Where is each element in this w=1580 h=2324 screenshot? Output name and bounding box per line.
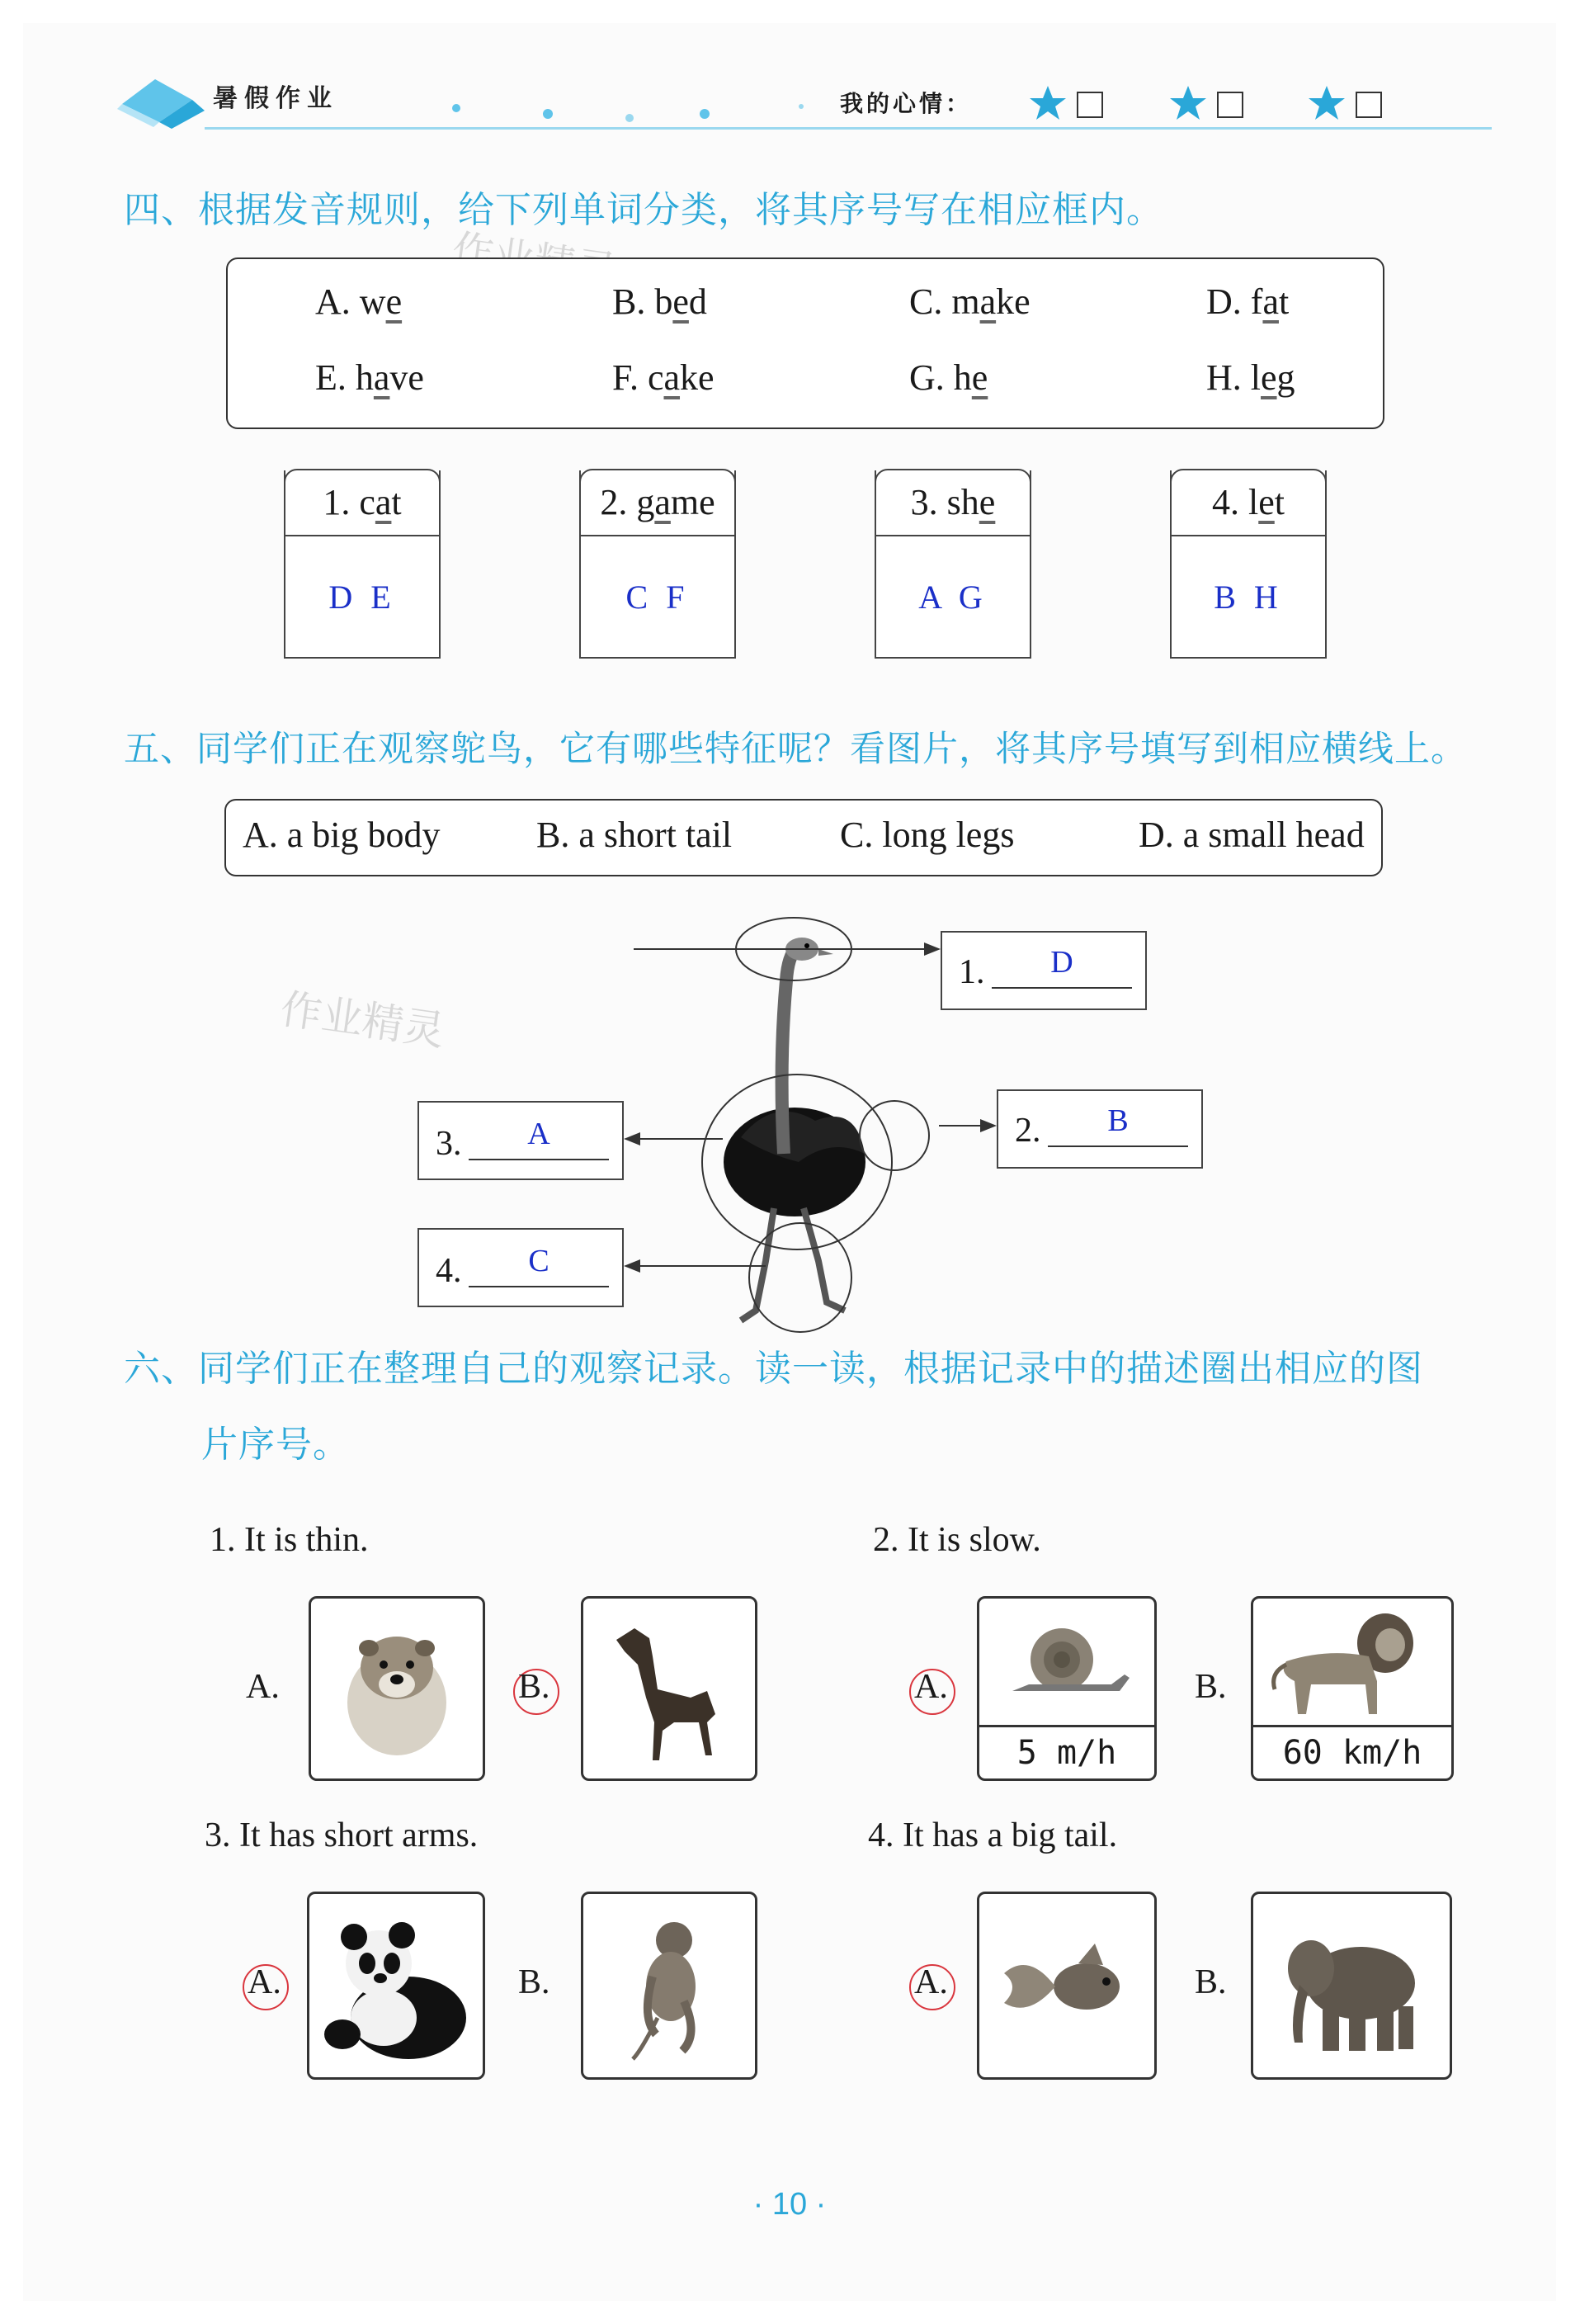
question-2: 2. It is slow.	[873, 1521, 1041, 1559]
q2-option-b[interactable]: B.	[1195, 1668, 1227, 1706]
mood-checkbox-2[interactable]	[1218, 92, 1243, 117]
label-number: 4.	[436, 1252, 462, 1290]
watermark: 作业精灵	[277, 985, 448, 1056]
q2-option-a[interactable]: A.	[914, 1668, 948, 1706]
label-answer[interactable]: B	[1107, 1103, 1129, 1138]
arrow-1	[634, 931, 964, 964]
word-h: H. leg	[1206, 357, 1295, 398]
category-header: 4. let	[1170, 469, 1327, 536]
panda-photo	[307, 1892, 485, 2080]
label-box-4	[417, 1228, 624, 1307]
monkey-photo	[581, 1892, 757, 2080]
question-1: 1. It is thin.	[210, 1521, 369, 1559]
section6-title-line1: 六、同学们正在整理自己的观察记录。读一读，根据记录中的描述圈出相应的图	[124, 1348, 1423, 1390]
label-blank	[469, 1286, 609, 1287]
category-answer[interactable]: D E	[328, 579, 396, 616]
word-d: D. fat	[1206, 281, 1290, 322]
greyhound-photo	[581, 1596, 757, 1781]
label-answer[interactable]: C	[528, 1244, 549, 1278]
lion-speed: 60 km/h	[1253, 1725, 1451, 1778]
option-c: C. long legs	[840, 815, 1015, 855]
label-box-1	[941, 931, 1147, 1010]
label-box-2	[997, 1089, 1203, 1169]
q4-option-b[interactable]: B.	[1195, 1963, 1227, 2001]
snail-speed: 5 m/h	[979, 1725, 1154, 1778]
label-answer[interactable]: D	[1050, 945, 1073, 980]
q3-option-a[interactable]: A.	[248, 1963, 281, 2001]
mood-checkbox-1[interactable]	[1078, 92, 1102, 117]
star-icon	[1309, 86, 1345, 120]
label-number: 3.	[436, 1125, 462, 1163]
category-header: 3. she	[875, 469, 1031, 536]
mood-label: 我的心情：	[840, 90, 973, 117]
label-box-3	[417, 1101, 624, 1180]
option-a: A. a big body	[243, 815, 441, 855]
category-box-1	[284, 470, 441, 659]
header-book-title: 暑假作业	[213, 84, 338, 113]
label-number: 2.	[1015, 1112, 1041, 1150]
word-a: A. we	[315, 281, 403, 322]
word-c: C. make	[909, 281, 1031, 322]
elephant-photo	[1251, 1892, 1452, 2080]
arrow-4	[624, 1249, 772, 1282]
q4-option-a[interactable]: A.	[914, 1963, 948, 2001]
category-answer[interactable]: C F	[625, 579, 690, 616]
arrow-2	[939, 1109, 1005, 1142]
category-answer[interactable]: A G	[918, 579, 988, 616]
lion-photo	[1251, 1596, 1454, 1781]
header-rule	[205, 127, 1492, 130]
mood-stars	[1030, 83, 1459, 129]
category-header: 1. cat	[284, 469, 441, 536]
star-icon	[1030, 86, 1066, 120]
label-blank	[1048, 1145, 1188, 1147]
category-answer[interactable]: B H	[1214, 579, 1283, 616]
label-blank	[992, 987, 1132, 989]
label-number: 1.	[959, 953, 985, 991]
category-header: 2. game	[579, 469, 736, 536]
mood-checkbox-3[interactable]	[1356, 92, 1381, 117]
dog-photo	[309, 1596, 485, 1781]
section4-title: 四、根据发音规则，给下列单词分类，将其序号写在相应框内。	[124, 189, 1163, 231]
section4-word-box	[226, 257, 1384, 429]
q3-option-b[interactable]: B.	[518, 1963, 550, 2001]
word-b: B. bed	[612, 281, 707, 322]
star-icon	[1170, 86, 1206, 120]
label-answer[interactable]: A	[527, 1117, 550, 1151]
category-box-4	[1170, 470, 1327, 659]
word-g: G. he	[909, 357, 988, 398]
section5-title: 五、同学们正在观察鸵鸟，它有哪些特征呢？看图片，将其序号填写到相应横线上。	[124, 729, 1467, 770]
category-box-2	[579, 470, 736, 659]
q1-option-b[interactable]: B.	[518, 1668, 550, 1706]
snail-photo	[977, 1596, 1157, 1781]
page-number: · 10 ·	[752, 2187, 827, 2222]
goldfish-photo	[977, 1892, 1157, 2080]
section6-title-line2: 片序号。	[201, 1424, 350, 1466]
label-blank	[469, 1159, 609, 1160]
word-e: E. have	[315, 357, 424, 398]
workbook-page	[23, 23, 1556, 2301]
section5-options-box	[224, 799, 1383, 876]
arrow-3	[624, 1122, 723, 1155]
option-d: D. a small head	[1139, 815, 1365, 855]
option-b: B. a short tail	[536, 815, 733, 855]
q1-option-a[interactable]: A.	[246, 1668, 280, 1706]
question-4: 4. It has a big tail.	[868, 1816, 1118, 1854]
word-f: F. cake	[612, 357, 715, 398]
category-box-3	[875, 470, 1031, 659]
question-3: 3. It has short arms.	[205, 1816, 479, 1854]
